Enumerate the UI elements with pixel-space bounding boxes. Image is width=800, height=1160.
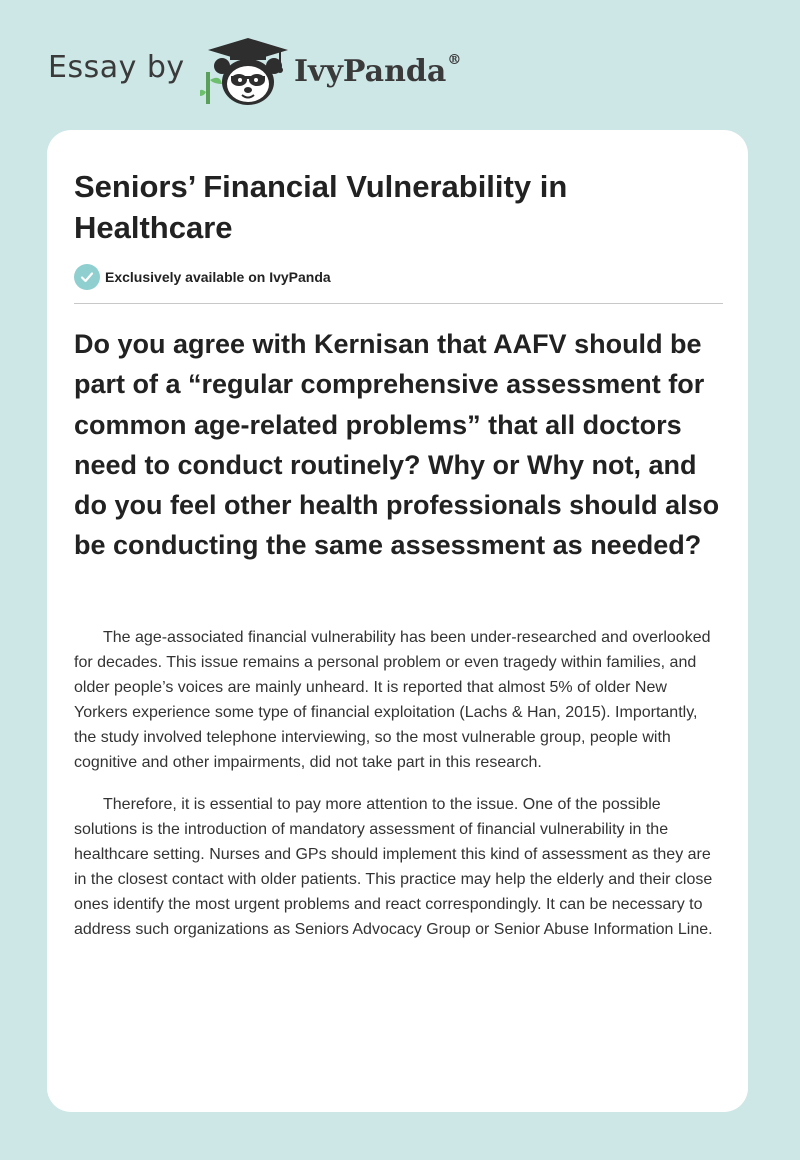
registered-mark: ® — [447, 52, 462, 68]
brand-name-text: IvyPanda — [294, 54, 447, 89]
exclusive-badge — [74, 264, 331, 290]
paragraph: Therefore, it is essential to pay more attention to the issue. One of the possible solutions is the introduction of mandatory assessment of financial vulnerability in the healthcare setting. Nurses and GPs should implement this kind of assessment as they are in the closest contact with older patients. This practice may help the elderly and their close ones identify the most urgent problems and react correspondingly. It can be necessary to address such organizations as Seniors Advocacy Group or Senior Abuse Information Line. — [74, 796, 713, 938]
exclusive-badge-label: Exclusively available on IvyPanda — [105, 269, 331, 285]
paragraph: The age-associated financial vulnerability has been under-researched and overlooked for decades. This issue remains a personal problem or even tragedy within families, and older people’s voices are mainly unheard. It is reported that almost 5% of older New Yorkers experience some type of financial exploitation (Lachs & Han, 2015). Importantly, the study involved telephone interviewing, so the most vulnerable group, people with cognitive and other impairments, did not take part in this research. — [74, 629, 711, 771]
check-icon — [74, 264, 100, 290]
essay-question: Do you agree with Kernisan that AAFV should be part of a “regular comprehensive assessment for common age-related problems” that all doctors need to conduct routinely? Why or Why not, and do you feel other health professionals should also be conducting the same assessment as needed? — [74, 329, 720, 561]
divider — [74, 303, 723, 304]
brand-name[interactable] — [294, 54, 461, 89]
essay-by-label: Essay by — [48, 50, 185, 85]
essay-card — [47, 130, 748, 1112]
page-title: Seniors’ Financial Vulnerability in Healthcare — [74, 169, 568, 245]
essay-body — [74, 625, 724, 959]
site-header — [0, 0, 800, 130]
panda-graduate-icon[interactable] — [200, 34, 296, 108]
